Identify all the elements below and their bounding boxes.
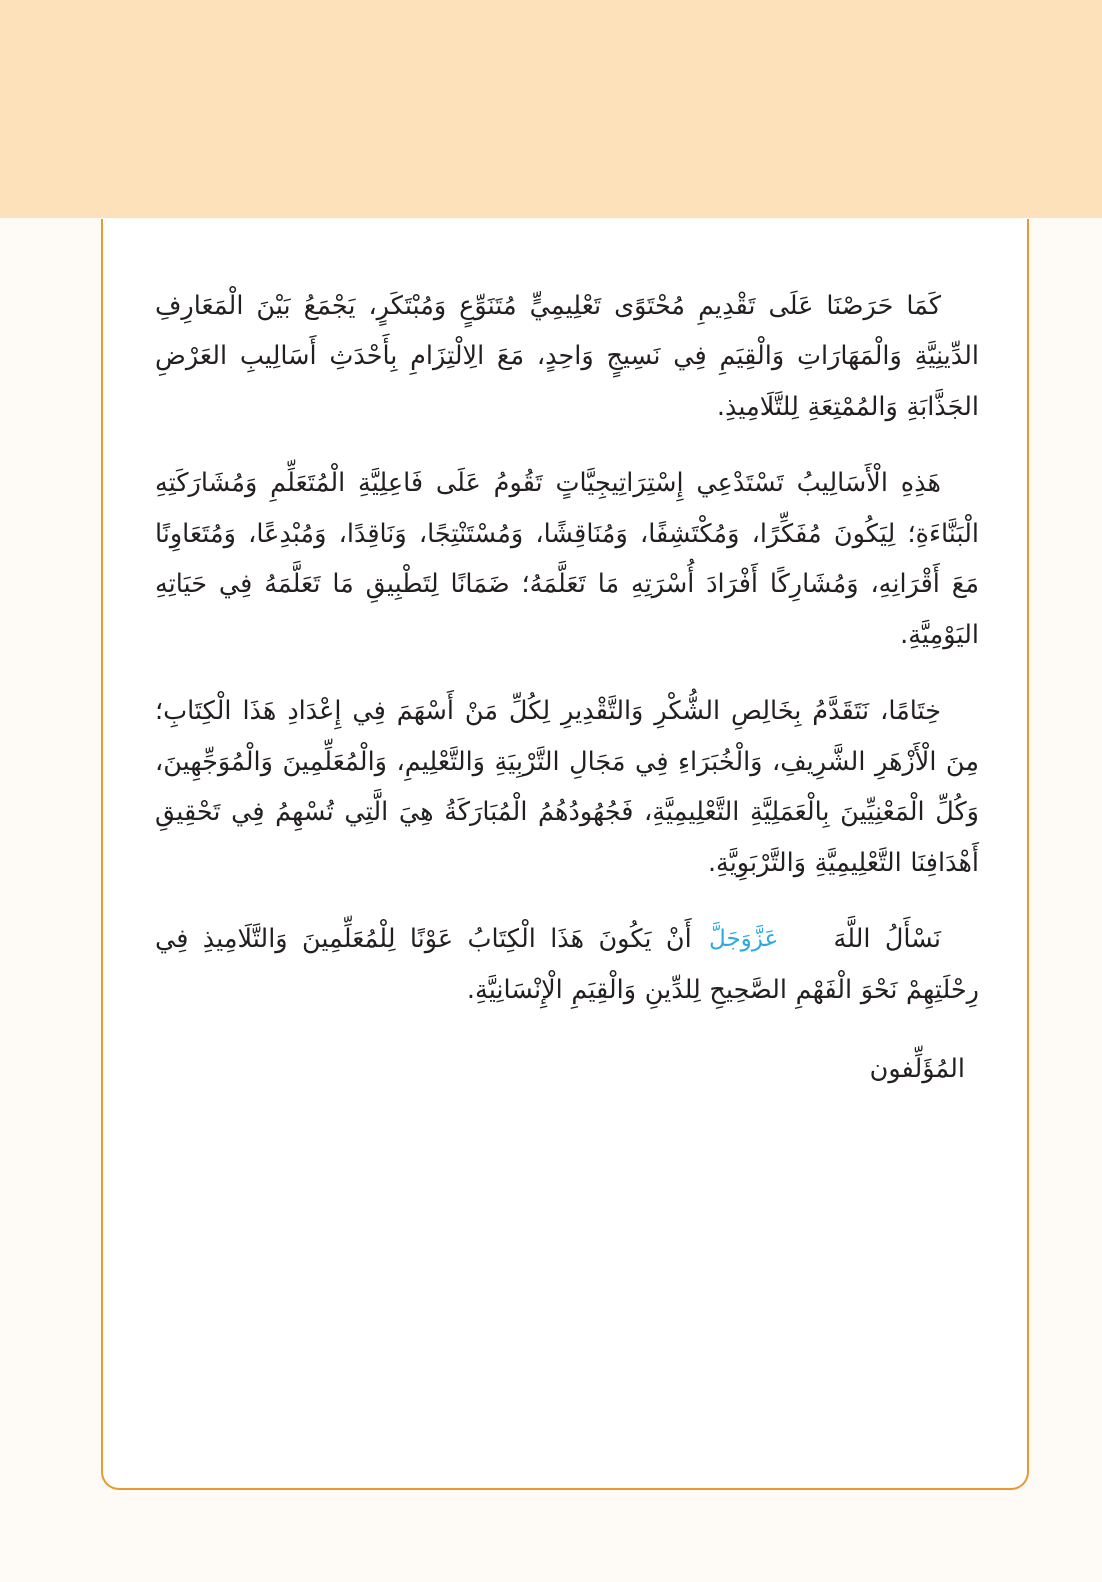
azza-wa-jall-honorific-icon: عَزَّوَجَلَّ [709, 926, 779, 953]
page-card [101, 219, 1029, 1490]
decorative-top-band [0, 0, 1102, 218]
prayer-text-after-honorific: أَنْ يَكُونَ هَذَا الْكِتَابُ عَوْنًا لِلْمُعَلِّمِينَ وَالتَّلَامِيذِ فِي رِحْلَتِهِمْ نَحْوَ الْفَهْمِ الصَّحِيحِ لِلدِّينِ وَالْقِيَمِ الْإِنْسَانِيَّةِ. [155, 924, 979, 1005]
paragraph-3: خِتَامًا، نَتَقَدَّمُ بِخَالِصِ الشُّكْرِ وَالتَّقْدِيرِ لِكُلِّ مَنْ أَسْهَمَ فِي إِعْدَادِ هَذَا الْكِتَابِ؛ مِنَ الْأَزْهَرِ الشَّرِيفِ، وَالْخُبَرَاءِ فِي مَجَالِ التَّرْبِيَةِ وَالتَّعْلِيمِ، وَالْمُعَلِّمِينَ وَالْمُوَجِّهِينَ، وَكُلِّ الْمَعْنِيِّينَ بِالْعَمَلِيَّةِ التَّعْلِيمِيَّةِ، فَجُهُودُهُمُ الْمُبَارَكَةُ هِيَ الَّتِي تُسْهِمُ فِي تَحْقِيقِ أَهْدَافِنَا التَّعْلِيمِيَّةِ وَالتَّرْبَوِيَّةِ. [155, 696, 979, 878]
prayer-text-before-honorific: نَسْأَلُ اللَّهَ [819, 924, 942, 955]
paragraph-prayer [155, 914, 979, 1015]
paragraph-2: هَذِهِ الْأَسَالِيبُ تَسْتَدْعِي إِسْتِرَاتِيجِيَّاتٍ تَقُومُ عَلَى فَاعِلِيَّةِ الْمُتَعَلِّمِ وَمُشَارَكَتِهِ الْبَنَّاءَةِ؛ لِيَكُونَ مُفَكِّرًا، وَمُكْتَشِفًا، وَمُنَاقِشًا، وَمُسْتَنْتِجًا، وَنَاقِدًا، وَمُبْدِعًا، وَمُتَعَاوِنًا مَعَ أَقْرَانِهِ، وَمُشَارِكًا أَفْرَادَ أُسْرَتِهِ مَا تَعَلَّمَهُ؛ ضَمَانًا لِتَطْبِيقِ مَا تَعَلَّمَهُ فِي حَيَاتِهِ اليَوْمِيَّةِ. [155, 468, 979, 650]
paragraph-1: كَمَا حَرَصْنَا عَلَى تَقْدِيمِ مُحْتَوًى تَعْلِيمِيٍّ مُتَنَوِّعٍ وَمُبْتَكَرٍ، يَجْمَعُ بَيْنَ الْمَعَارِفِ الدِّينِيَّةِ وَالْمَهَارَاتِ وَالْقِيَمِ فِي نَسِيجٍ وَاحِدٍ، مَعَ الِالْتِزَامِ بِأَحْدَثِ أَسَالِيبِ العَرْضِ الجَذَّابَةِ وَالمُمْتِعَةِ لِلتَّلَامِيذِ. [155, 291, 979, 422]
page-content-area [103, 219, 1031, 1490]
authors-signature: المُؤَلِّفون [869, 1054, 965, 1085]
